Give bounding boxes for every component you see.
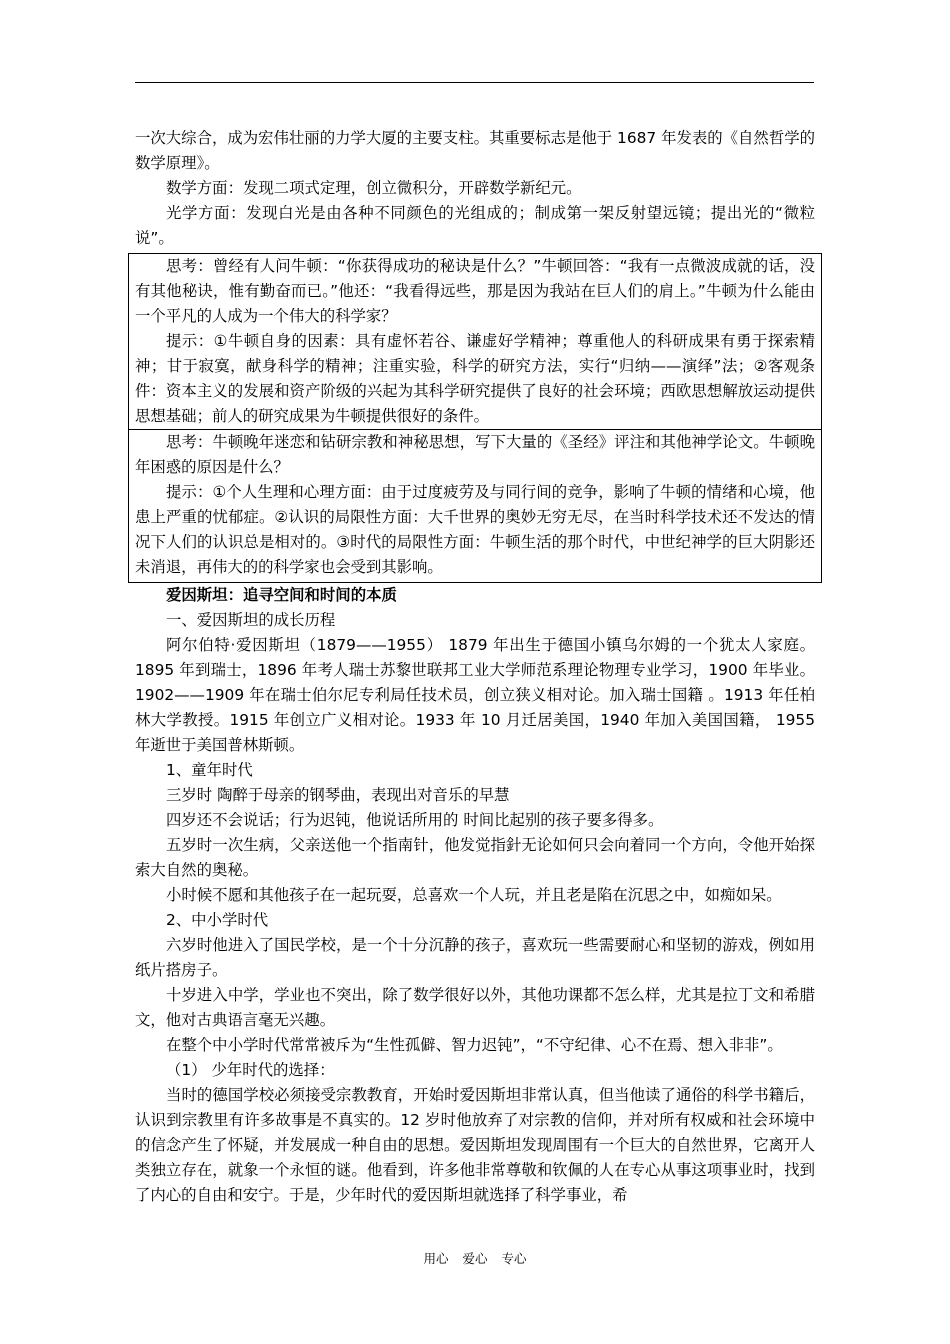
paragraph-childhood-4: 小时候不愿和其他孩子在一起玩耍，总喜欢一个人玩，并且老是陷在沉思之中，如痴如呆。 (166, 886, 782, 904)
footer-word: 爱心 (462, 1251, 488, 1266)
think-box-newton-late-years (128, 430, 822, 583)
footer-word: 专心 (501, 1251, 527, 1266)
think-question: 思考：曾经有人问牛顿：“你获得成功的秘诀是什么？”牛顿回答：“我有一点微波成就的话，没有其他秘诀，惟有勤奋而已。”他还：“我看得远些，那是因为我站在巨人们的肩上。”牛顿为什么能由一个平凡的人成为一个伟大的科学家？ (135, 257, 815, 325)
paragraph-school-1: 六岁时他进入了国民学校，是一个十分沉静的孩子，喜欢玩一些需要耐心和坚韧的游戏，例如用纸片搭房子。 (135, 936, 815, 979)
paragraph-newton-summary: 一次大综合，成为宏伟壮丽的力学大厦的主要支柱。其重要标志是他于 1687 年发表的《自然哲学的数学原理》。 (135, 129, 815, 172)
think-question: 思考：牛顿晚年迷恋和钻研宗教和神秘思想，写下大量的《圣经》评注和其他神学论文。牛顿晚年困惑的原因是什么？ (135, 433, 815, 476)
paragraph-school-2: 十岁进入中学，学业也不突出，除了数学很好以外，其他功课都不怎么样，尤其是拉丁文和希腊文，他对古典语言毫无兴趣。 (135, 986, 815, 1029)
header-rule (135, 82, 814, 83)
page-footer (0, 1249, 950, 1267)
subsection-heading: 2、中小学时代 (166, 911, 269, 929)
paragraph-childhood-3: 五岁时一次生病，父亲送他一个指南针，他发觉指針无论如何只会向着同一个方向，令他开始探索大自然的奥秘。 (135, 836, 815, 879)
document-body (135, 126, 815, 1208)
paragraph-optics: 光学方面：发现白光是由各种不同颜色的光组成的；制成第一架反射望远镜；提出光的“微粒说”。 (135, 204, 815, 247)
think-box-newton-success (128, 253, 822, 430)
paragraph-math: 数学方面：发现二项式定理，创立微积分，开辟数学新纪元。 (166, 179, 582, 197)
think-hint: 提示：①牛顿自身的因素：具有虚怀若谷、谦虚好学精神；尊重他人的科研成果有勇于探索精神；甘于寂寞，献身科学的精神；注重实验，科学的研究方法，实行“归纳——演绎”法；②客观条件：资本主义的发展和资产阶级的兴起为其科学研究提供了良好的社会环境；西欧思想解放运动提供思想基础；前人的研究成果为牛顿提供很好的条件。 (135, 332, 815, 425)
paragraph-school-3: 在整个中小学时代常常被斥为“生性孤僻、智力迟钝”，“不守纪律、心不在焉、想入非非”。 (166, 1036, 783, 1054)
subsection-heading: 1、童年时代 (166, 761, 253, 779)
footer-word: 用心 (423, 1251, 449, 1266)
subsection-heading: （1） 少年时代的选择： (166, 1061, 335, 1079)
paragraph-einstein-bio: 阿尔伯特·爱因斯坦（1879——1955） 1879 年出生于德国小镇乌尔姆的一个犹太人家庭。1895 年到瑞士，1896 年考人瑞士苏黎世联邦工业大学师范系理论物理专业学习，1900 年毕业。1902——1909 年在瑞士伯尔尼专利局任技术员，创立狭义相对论。加入瑞士国籍 。1913 年任柏林大学教授。1915 年创立广义相对论。1933 年 10 月迁居美国，1940 年加入美国国籍， 1955 年逝世于美国普林斯顿。 (135, 636, 815, 754)
section-heading-einstein: 爱因斯坦：追寻空间和时间的本质 (166, 586, 397, 604)
paragraph-youth-choice: 当时的德国学校必须接受宗教教育，开始时爱因斯坦非常认真，但当他读了通俗的科学书籍后，认识到宗教里有许多故事是不真实的。12 岁时他放弃了对宗教的信仰，并对所有权威和社会环境中的信念产生了怀疑，并发展成一种自由的思想。爱因斯坦发现周围有一个巨大的自然世界，它离开人类独立存在，就象一个永恒的谜。他看到，许多他非常尊敬和钦佩的人在专心从事这项事业时，找到了内心的自由和安宁。于是，少年时代的爱因斯坦就选择了科学事业，希 (135, 1086, 815, 1204)
subsection-heading: 一、爱因斯坦的成长历程 (166, 611, 336, 629)
paragraph-childhood-2: 四岁还不会说话；行为迟钝，他说话所用的 时间比起别的孩子要多得多。 (166, 811, 664, 829)
think-hint: 提示：①个人生理和心理方面：由于过度疲劳及与同行间的竞争，影响了牛顿的情绪和心境，他患上严重的忧郁症。②认识的局限性方面：大千世界的奥妙无穷无尽，在当时科学技术还不发达的情况下人们的认识总是相对的。③时代的局限性方面：牛顿生活的那个时代，中世纪神学的巨大阴影还未消退，再伟大的的科学家也会受到其影响。 (135, 483, 815, 576)
paragraph-childhood-1: 三岁时 陶醉于母亲的钢琴曲，表现出对音乐的早慧 (166, 786, 510, 804)
